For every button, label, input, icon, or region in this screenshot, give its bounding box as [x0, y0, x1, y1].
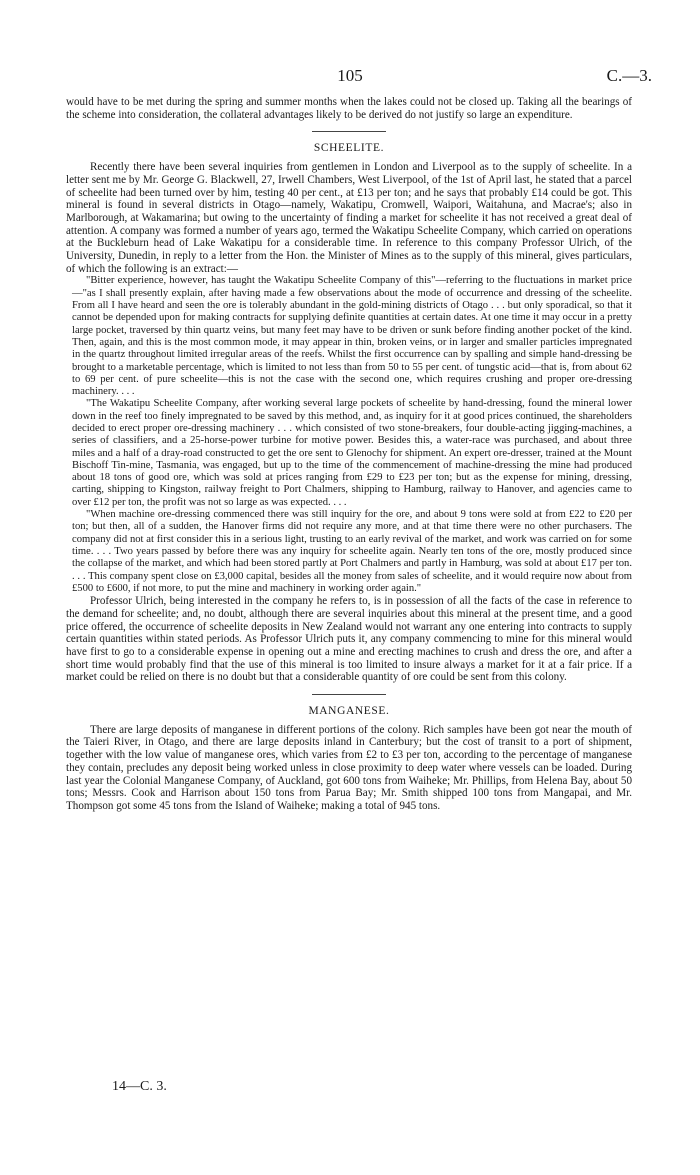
- page-signature: 14—C. 3.: [112, 1079, 167, 1094]
- document-reference: C.—3.: [606, 66, 652, 85]
- ulrich-quote-paragraph: "When machine ore-dressing commenced there was still inquiry for the ore, and about 9 tons were sold at from £22 to £20 per ton; but then, all of a sudden, the Hanover firms did not require any more, and at that time there were no other purchasers. The company did not at first consider this in a serious light, trusting to an early revival of the market, and work was carried on for some time. . . . Two years passed by before there was any inquiry for scheelite again. Nearly ten tons of the ore, mostly produced since the collapse of the market, and which had been stored partly at Port Chalmers and partly in Hamburg, was sold at about £17 per ton. . . . This company spent close on £3,000 capital, besides all the money from sales of scheelite, and it would require now about from £500 to £600, if not more, to put the mine and machinery in working order again.": [72, 509, 632, 594]
- page-body: [66, 96, 632, 813]
- section-divider: [312, 694, 386, 695]
- section-divider: [312, 131, 386, 132]
- scheelite-paragraph: Professor Ulrich, being interested in the company he refers to, is in possession of all the facts of the case in reference to the demand for scheelite; and, no doubt, although there are several inquiries about this mineral at the present time, and a good price offered, the occurrence of scheelite deposits in New Zealand would not warrant any one entering into contracts to supply certain quantities within stated periods. As Professor Ulrich puts it, any company commencing to mine for this mineral would have first to go to a considerable expense in opening out a mine and erecting machines to crush and dress the ore, and after a short time would probably find that the use of this mineral is too limited to insure always a market for it at a fair price. If a market could be relied on there is no doubt but that a considerable quantity of ore could be sent from this colony.: [66, 595, 632, 684]
- manganese-heading: MANGANESE.: [308, 705, 390, 718]
- scheelite-heading: SCHEELITE.: [313, 142, 385, 155]
- scheelite-paragraph: Recently there have been several inquiries from gentlemen in London and Liverpool as to the supply of scheelite. In a letter sent me by Mr. George G. Blackwell, 27, Irwell Chambers, West Liverpool, of the 1st of April last, he stated that a parcel of scheelite had been turned over by him, testing 40 per cent., at £13 per ton; and he says that probably £14 could be got. This mineral is found in several districts in Otago—namely, Wakatipu, Cromwell, Waipori, Waitahuna, and Macrae's; also in Marlborough, at Wakamarina; but owing to the uncertainty of finding a market for scheelite it has not received a great deal of attention. A company was formed a number of years ago, termed the Wakatipu Scheelite Company, which carried on operations at the Buckleburn head of Lake Wakatipu for a considerable time. In reference to this company Professor Ulrich, of the University, Dunedin, in reply to a letter from the Hon. the Minister of Mines as to the supply of this mineral, gives particulars, of which the following is an extract:—: [66, 161, 632, 275]
- page-number: 105: [337, 66, 363, 85]
- intro-paragraph: would have to be met during the spring and summer months when the lakes could not be closed up. Taking all the bearings of the scheme into consideration, the collateral advantages likely to be derived do not justify so large an expenditure.: [66, 96, 632, 121]
- ulrich-quote-paragraph: "Bitter experience, however, has taught the Wakatipu Scheelite Company of this"—referring to the fluctuations in market price—"as I shall presently explain, after having made a few observations about the mode of occurrence and dressing of the scheelite. From all I have heard and seen the ore is tolerably abundant in the gold-mining districts of Otago . . . but only sporadical, so that it cannot be depended upon for making contracts for supplying definite quantities at certain dates. At one time it may occur in a pretty large pocket, traversed by thin quartz veins, but many feet may have to be driven or sunk before finding another pocket of the kind. Then, again, and this is the most common mode, it may appear in thin, broken veins, or in larger and smaller particles impregnated in the quartz throughout limited irregular areas of the reefs. Whilst the first occurrence can by spalling and simple hand-dressing be brought to a marketable percentage, which is limited to not less than from 50 to 55 per cent. of tungstic acid—that is, from about 62 to 69 per cent. of pure scheelite—this is not the case with the second one, which requires crushing and proper ore-dressing machinery. . . .: [72, 275, 632, 398]
- manganese-paragraph: There are large deposits of manganese in different portions of the colony. Rich samples have been got near the mouth of the Taieri River, in Otago, and there are large deposits inland in Canterbury; but the cost of transit to a port of shipment, together with the low value of manganese ores, which varies from £2 to £3 per ton, according to the percentage of manganese they contain, precludes any deposit being worked unless in close proximity to deep water where vessels can be loaded. During last year the Colonial Manganese Company, of Auckland, got 600 tons from Waiheke; Mr. Phillips, from Helena Bay, about 50 tons; Messrs. Cook and Harrison about 150 tons from Parua Bay; Mr. Smith shipped 100 tons from Mangapai, and Mr. Thompson got some 45 tons from the Island of Waiheke; making a total of 945 tons.: [66, 723, 632, 812]
- ulrich-quote-paragraph: "The Wakatipu Scheelite Company, after working several large pockets of scheelite by hand-dressing, found the mineral lower down in the reef too finely impregnated to be saved by this method, and, as inquiry for it at good prices continued, the shareholders decided to erect proper ore-dressing machinery . . . which consisted of two stone-breakers, four double-acting jigging-machines, a series of classifiers, and a 25-horse-power turbine for motive power. Besides this, a water-race was purchased, and about three miles and a half of a dray-road constructed to get the ore sent to Glenochy for shipment. An expert ore-dresser, trained at the Mount Bischoff Tin-mine, Tasmania, was engaged, but up to the time of the commencement of machine-dressing the mine had produced about 18 tons of good ore, which was sold at prices ranging from £29 to £23 per ton; but as the expense for mining, dressing, carting, shipping to Kingston, railway freight to Port Chalmers, shipping to Hamburg, railway to Hanover, and agencies came to over £12 per ton, the profit was not so large as was expected. . . .: [72, 398, 632, 508]
